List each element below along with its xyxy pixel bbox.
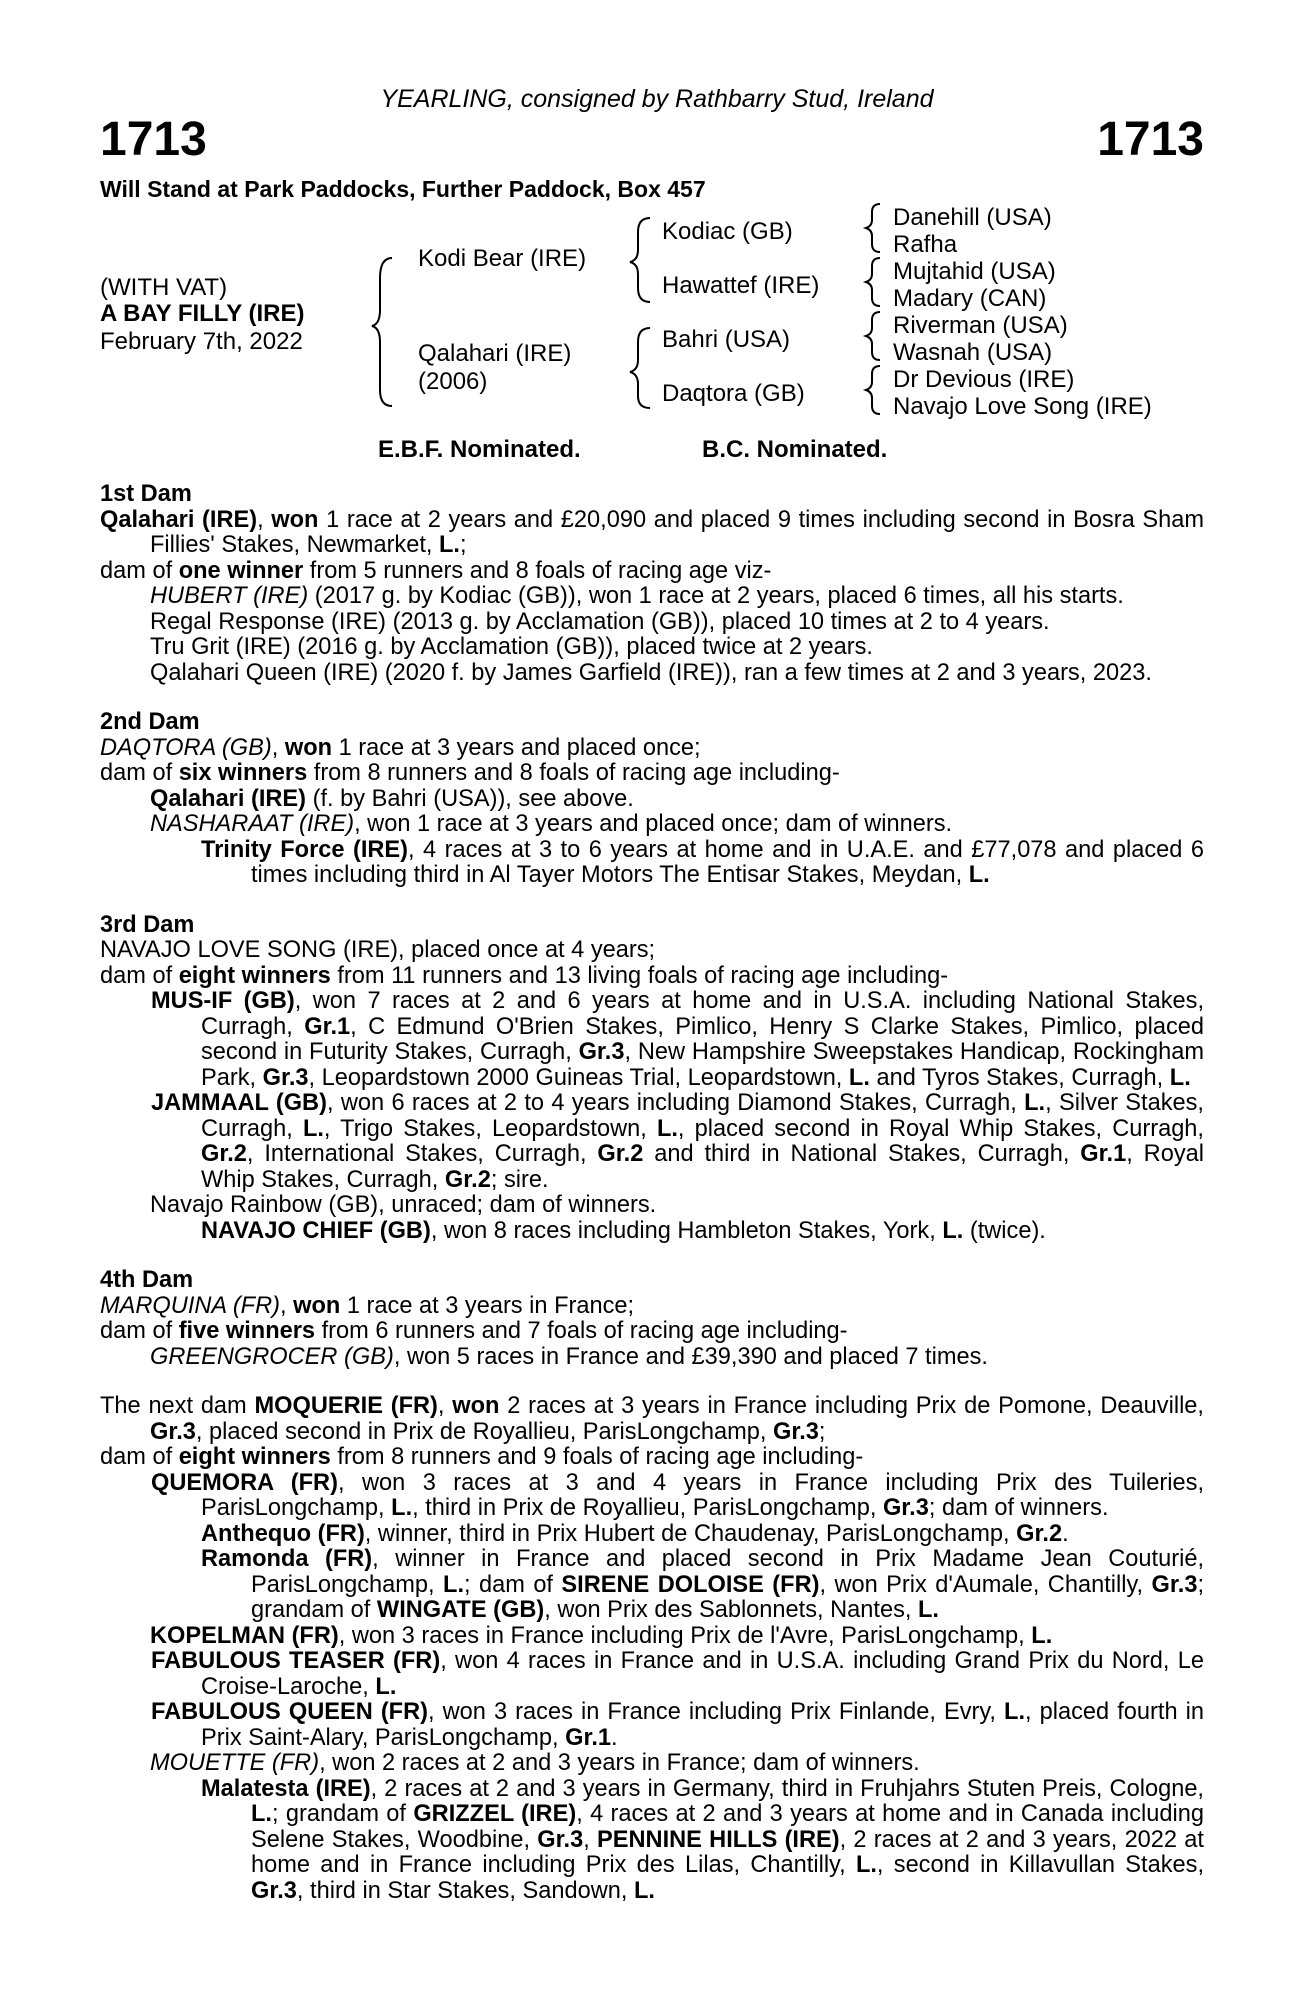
produce-summary: dam of six winners from 8 runners and 8 foals of racing age including- [100,760,840,786]
bc-nomination: B.C. Nominated. [702,436,888,463]
produce-summary: dam of eight winners from 11 runners and 13 living foals of racing age including- [100,962,949,989]
grand-ancestor-4: Madary (CAN) [893,285,1047,312]
produce-item: HUBERT (IRE) (2017 g. by Kodiac (GB)), won 1 race at 2 years, placed 6 times, all his starts. [150,583,1124,609]
sire-name: Kodi Bear (IRE) [418,245,587,272]
produce-item: KOPELMAN (FR), won 3 races in France including Prix de l'Avre, ParisLongchamp, L. [150,1622,1053,1649]
catalogue-body [100,482,1204,1928]
produce-item: Qalahari (IRE) (f. by Bahri (USA)), see above. [150,785,634,812]
produce-item: Navajo Rainbow (GB), unraced; dam of winners. [150,1192,657,1218]
produce-item: QUEMORA (FR), won 3 races at 3 and 4 years in France including Prix des Tuileries, ParisLongchamp, L., third in Prix de Royallieu, ParisLongchamp, Gr.3; dam of winners. [151,1469,1204,1521]
next-dam-section [100,1394,1204,1904]
grand-ancestor-8: Navajo Love Song (IRE) [893,393,1152,420]
produce-item: MUS-IF (GB), won 7 races at 2 and 6 years at home and in U.S.A. including National Stakes, Curragh, Gr.1, C Edmund O'Brien Stakes, Pimlico, Henry S Clarke Stakes, Pimlico, placed second in Futurity Stakes, Curragh, Gr.3, New Hampshire Sweepstakes Handicap, Rockingham Park, Gr.3, Leopardstown 2000 Guineas Trial, Leopardstown, L. and Tyros Stakes, Curragh, L. [151,988,1205,1091]
section-title: 2nd Dam [100,709,200,735]
stabling-location: Will Stand at Park Paddocks, Further Paddock, Box 457 [100,176,706,202]
consignment-line: YEARLING, consigned by Rathbarry Stud, Ireland [380,85,934,113]
produce-item: Anthequo (FR), winner, third in Prix Hubert de Chaudenay, ParisLongchamp, Gr.2. [201,1520,1069,1547]
sire-dam-name: Hawattef (IRE) [662,272,820,299]
produce-item: Trinity Force (IRE), 4 races at 3 to 6 years at home and in U.A.E. and £77,078 and placed 6 times including third in Al Tayer Motors The Entisar Stakes, Meydan, L. [201,836,1204,888]
produce-item: GREENGROCER (GB), won 5 races in France and £39,390 and placed 7 times. [150,1343,988,1370]
horse-dob: February 7th, 2022 [100,328,303,355]
dam-year: (2006) [418,368,488,395]
produce-item: NASHARAAT (IRE), won 1 race at 3 years and placed once; dam of winners. [150,811,953,837]
grand-ancestor-6: Wasnah (USA) [893,339,1053,366]
produce-summary: dam of one winner from 5 runners and 8 foals of racing age viz- [100,557,772,584]
section-title: 3rd Dam [100,911,195,938]
sire-sire-name: Kodiac (GB) [662,218,793,245]
horse-name: A BAY FILLY (IRE) [100,300,305,327]
dam-race-record: NAVAJO LOVE SONG (IRE), placed once at 4 years; [100,937,656,963]
section-title: 1st Dam [100,481,192,507]
produce-item: NAVAJO CHIEF (GB), won 8 races including Hambleton Stakes, York, L. (twice). [201,1217,1046,1244]
produce-item: Regal Response (IRE) (2013 g. by Acclamation (GB)), placed 10 times at 2 to 4 years. [150,608,1050,635]
grand-ancestor-2: Rafha [893,231,958,258]
grand-ancestor-5: Riverman (USA) [893,312,1068,339]
ebf-nomination: E.B.F. Nominated. [378,436,581,463]
fourth-dam-section [100,1268,1204,1370]
dam-name: Qalahari (IRE) [418,340,572,367]
grand-ancestor-3: Mujtahid (USA) [893,258,1056,285]
dam-sire-name: Bahri (USA) [662,326,791,353]
lot-number-right: 1713 [1097,113,1204,166]
dam-race-record: DAQTORA (GB), won 1 race at 3 years and placed once; [100,734,701,761]
produce-item: Malatesta (IRE), 2 races at 2 and 3 years in Germany, third in Fruhjahrs Stuten Preis, Cologne, L.; grandam of GRIZZEL (IRE), 4 races at 2 and 3 years at home and in Canada including Selene Stakes, Woodbine, Gr.3, PENNINE HILLS (IRE), 2 races at 2 and 3 years, 2022 at home and in France including Prix des Lilas, Chantilly, L., second in Killavullan Stakes, Gr.3, third in Star Stakes, Sandown, L. [201,1775,1204,1904]
third-dam-section [100,913,1204,1245]
produce-item: Qalahari Queen (IRE) (2020 f. by James Garfield (IRE)), ran a few times at 2 and 3 years, 2023. [150,659,1152,686]
produce-item: Tru Grit (IRE) (2016 g. by Acclamation (GB)), placed twice at 2 years. [150,634,873,660]
dam-dam-name: Daqtora (GB) [662,380,805,407]
produce-item: FABULOUS TEASER (FR), won 4 races in France and in U.S.A. including Grand Prix du Nord, Le Croise-Laroche, L. [151,1648,1204,1700]
dam-race-record: The next dam MOQUERIE (FR), won 2 races at 3 years in France including Prix de Pomone, Deauville, Gr.3, placed second in Prix de Royallieu, ParisLongchamp, Gr.3; [100,1393,1204,1445]
grand-ancestor-1: Danehill (USA) [893,204,1052,231]
produce-summary: dam of five winners from 6 runners and 7 foals of racing age including- [100,1318,848,1344]
second-dam-section [100,710,1204,889]
produce-item: Ramonda (FR), winner in France and placed second in Prix Madame Jean Couturié, ParisLongchamp, L.; dam of SIRENE DOLOISE (FR), won Prix d'Aumale, Chantilly, Gr.3; grandam of WINGATE (GB), won Prix des Sablonnets, Nantes, L. [201,1546,1205,1623]
dam-race-record: MARQUINA (FR), won 1 race at 3 years in France; [100,1292,635,1319]
produce-summary: dam of eight winners from 8 runners and 9 foals of racing age including- [100,1444,864,1470]
produce-item: JAMMAAL (GB), won 6 races at 2 to 4 years including Diamond Stakes, Curragh, L., Silver Stakes, Curragh, L., Trigo Stakes, Leopardstown, L., placed second in Royal Whip Stakes, Curragh, Gr.2, International Stakes, Curragh, Gr.2 and third in National Stakes, Curragh, Gr.1, Royal Whip Stakes, Curragh, Gr.2; sire. [151,1090,1204,1193]
lot-number-left: 1713 [100,113,207,166]
dam-race-record: Qalahari (IRE), won 1 race at 2 years and £20,090 and placed 9 times including second in Bosra Sham Fillies' Stakes, Newmarket, L.; [100,506,1204,558]
first-dam-section [100,482,1204,686]
produce-item: MOUETTE (FR), won 2 races at 2 and 3 years in France; dam of winners. [150,1750,920,1776]
produce-item: FABULOUS QUEEN (FR), won 3 races in France including Prix Finlande, Evry, L., placed fourth in Prix Saint-Alary, ParisLongchamp, Gr.1. [151,1699,1205,1751]
grand-ancestor-7: Dr Devious (IRE) [893,366,1075,393]
section-title: 4th Dam [100,1267,194,1293]
vat-note: (WITH VAT) [100,274,228,301]
